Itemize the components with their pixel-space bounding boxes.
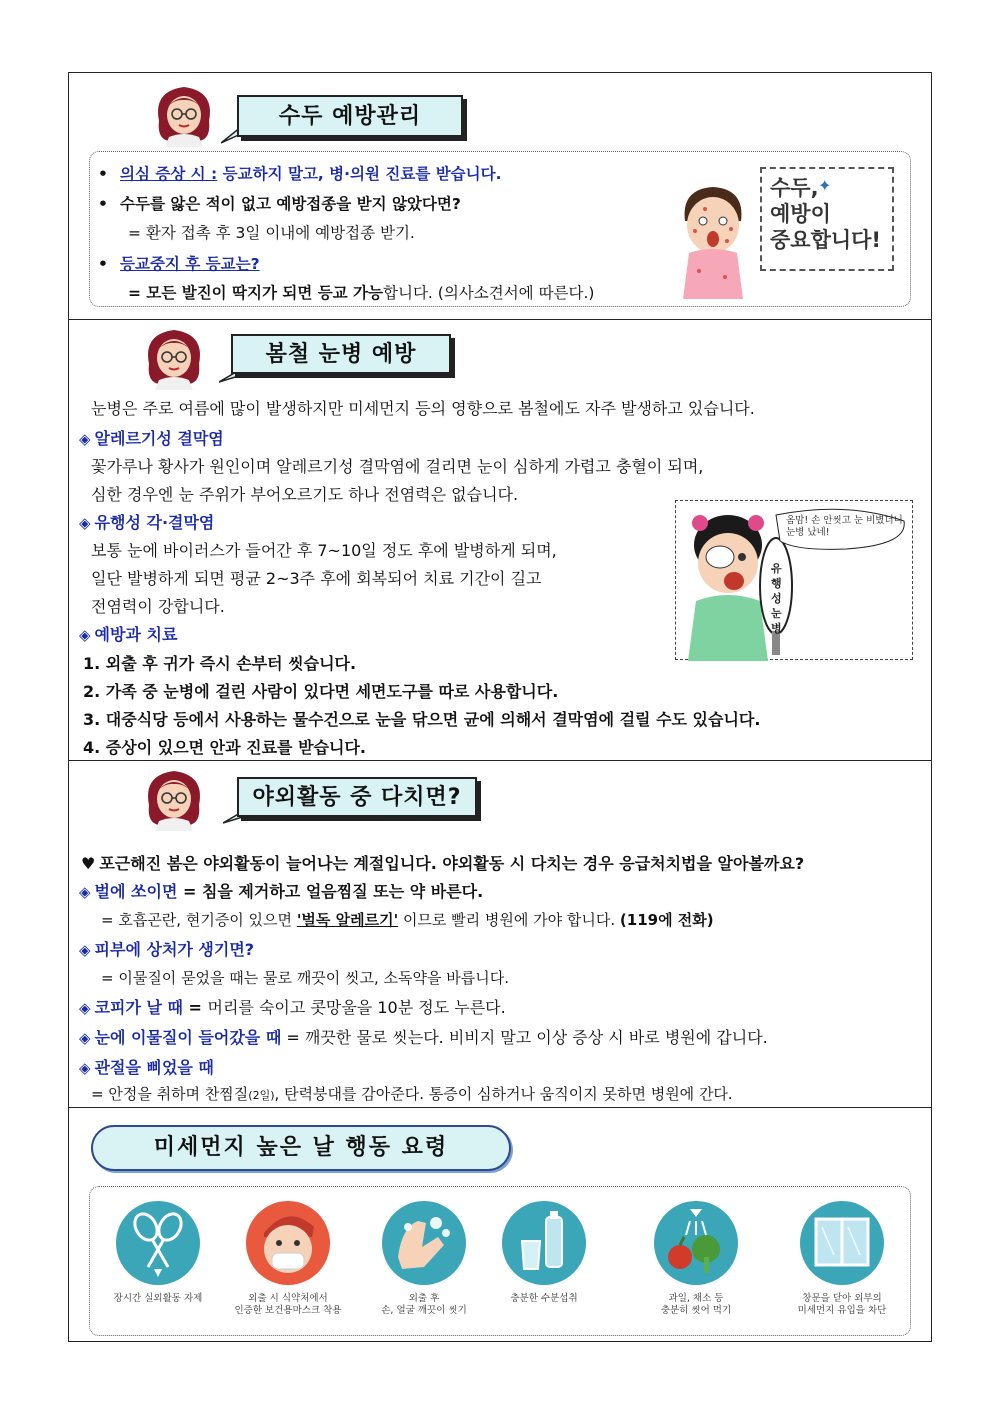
prevention-item-2: 2. 가족 중 눈병에 걸린 사람이 있다면 세면도구를 따로 사용합니다. [83, 682, 559, 701]
newsletter-frame [68, 72, 932, 1342]
comic-mirror-label: 유행성눈병 [771, 562, 782, 635]
diamond-icon: ◈ [79, 1029, 91, 1047]
outdoor-injury-section [69, 761, 931, 1108]
teacher-avatar-icon [149, 81, 219, 147]
outdoor-intro: ♥ 포근해진 봄은 야외활동이 늘어나는 계절입니다. 야외활동 시 다치는 경우 응급처치법을 알아볼까요? [81, 854, 805, 873]
prevention-heading: ◈ 예방과 치료 [79, 625, 178, 644]
fine-dust-tips [89, 1186, 911, 1336]
bee-sting-heading: ◈ 벌에 쏘이면 = 침을 제거하고 얼음찜질 또는 약 바른다. [79, 882, 484, 901]
handwash-icon [378, 1197, 470, 1289]
chickenpox-badge: ✦ 수두, 예방이 중요합니다! [760, 167, 894, 271]
sick-child-icon [675, 181, 751, 301]
epidemic-text-1: 보통 눈에 바이러스가 들어간 후 7~10일 정도 후에 발병하게 되며, [91, 541, 557, 560]
tip-item: 외출 시 식약처에서 인증한 보건용마스크 착용 [218, 1197, 358, 1317]
bullet-return: • 등교중지 후 등교는? [98, 255, 260, 273]
outdoor-injury-title: 야외활동 중 다치면? [237, 777, 477, 817]
diamond-icon: ◈ [79, 1059, 91, 1077]
teacher-avatar-icon [139, 324, 209, 390]
sprain-advice: = 안정을 취하며 찬찜질(2일), 탄력붕대를 감아준다. 통증이 심하거나 움직이지 못하면 병원에 간다. [91, 1085, 733, 1103]
diamond-icon: ◈ [79, 999, 91, 1017]
diamond-icon: ◈ [79, 626, 91, 644]
window-icon [796, 1197, 888, 1289]
comic-bubble: 옴맘! 손 안씻고 눈 비볐더니 눈병 났네! [786, 515, 903, 538]
prevention-item-1: 1. 외출 후 귀가 즉시 손부터 씻습니다. [83, 654, 357, 673]
fine-dust-title: 미세먼지 높은 날 행동 요령 [91, 1125, 511, 1171]
tip-item: 충분한 수분섭취 [474, 1197, 614, 1305]
epidemic-heading: ◈ 유행성 각·결막염 [79, 513, 215, 532]
chickenpox-section [69, 73, 931, 320]
wound-advice: = 이물질이 묻었을 때는 물로 깨끗이 씻고, 소독약을 바릅니다. [101, 969, 510, 987]
allergic-text-1: 꽃가루나 황사가 원인이며 알레르기성 결막염에 걸리면 눈이 심하게 가렵고 충혈이 되며, [91, 457, 704, 476]
vaccine-advice: = 환자 접촉 후 3일 이내에 예방접종 받기. [128, 224, 415, 242]
chickenpox-title: 수두 예방관리 [237, 95, 463, 137]
allergic-heading: ◈ 알레르기성 결막염 [79, 429, 224, 448]
prevention-item-4: 4. 증상이 있으면 안과 진료를 받습니다. [83, 738, 366, 757]
teacher-avatar-icon [139, 765, 209, 831]
badminton-icon [112, 1197, 204, 1289]
bullet-vaccine: • 수두를 앓은 적이 없고 예방접종을 받지 않았다면? [98, 195, 461, 213]
prevention-item-3: 3. 대중식당 등에서 사용하는 물수건으로 눈을 닦으면 균에 의해서 결막염에 걸릴 수도 있습니다. [83, 710, 761, 729]
diamond-icon: ◈ [79, 883, 91, 901]
mask-icon [242, 1197, 334, 1289]
vegetables-icon [650, 1197, 742, 1289]
diamond-icon: ◈ [79, 941, 91, 959]
eye-intro: 눈병은 주로 여름에 많이 발생하지만 미세먼지 등의 영향으로 봄철에도 자주 발생하고 있습니다. [91, 399, 755, 418]
epidemic-text-3: 전염력이 강합니다. [91, 597, 225, 616]
return-advice: = 모든 발진이 딱지가 되면 등교 가능합니다. (의사소견서에 따른다.) [128, 284, 595, 302]
tip-item: 과일, 채소 등 충분히 씻어 먹기 [626, 1197, 766, 1317]
tip-item: 장시간 실외활동 자제 [88, 1197, 228, 1305]
water-icon [498, 1197, 590, 1289]
allergic-text-2: 심한 경우엔 눈 주위가 부어오르기도 하나 전염력은 없습니다. [91, 485, 519, 504]
tip-item: 외출 후 손, 얼굴 깨끗이 씻기 [354, 1197, 494, 1317]
star-icon: ✦ [818, 176, 832, 195]
diamond-icon: ◈ [79, 430, 91, 448]
diamond-icon: ◈ [79, 514, 91, 532]
heart-icon: ♥ [81, 854, 96, 873]
nosebleed-line: ◈ 코피가 날 때 = 머리를 숙이고 콧망울을 10분 정도 누른다. [79, 998, 506, 1017]
wound-heading: ◈ 피부에 상처가 생기면? [79, 940, 255, 959]
eye-disease-comic [675, 500, 913, 660]
fine-dust-section [69, 1108, 931, 1343]
eye-foreign-line: ◈ 눈에 이물질이 들어갔을 때 = 깨끗한 물로 씻는다. 비비지 말고 이상 증상 시 바로 병원에 갑니다. [79, 1028, 768, 1047]
sprain-heading: ◈ 관절을 삐었을 때 [79, 1058, 214, 1077]
epidemic-text-2: 일단 발병하게 되면 평균 2~3주 후에 회복되어 치료 기간이 길고 [91, 569, 542, 588]
bullet-symptom: • 의심 증상 시 : 등교하지 말고, 병·의원 진료를 받습니다. [98, 165, 502, 183]
tip-item: 창문을 닫아 외부의 미세먼지 유입을 차단 [772, 1197, 912, 1317]
eye-disease-title: 봄철 눈병 예방 [231, 334, 451, 374]
eye-disease-section [69, 320, 931, 761]
bee-sting-advice: = 호흡곤란, 현기증이 있으면 '벌독 알레르기' 이므로 빨리 병원에 가야 합니다. (119에 전화) [101, 911, 714, 929]
